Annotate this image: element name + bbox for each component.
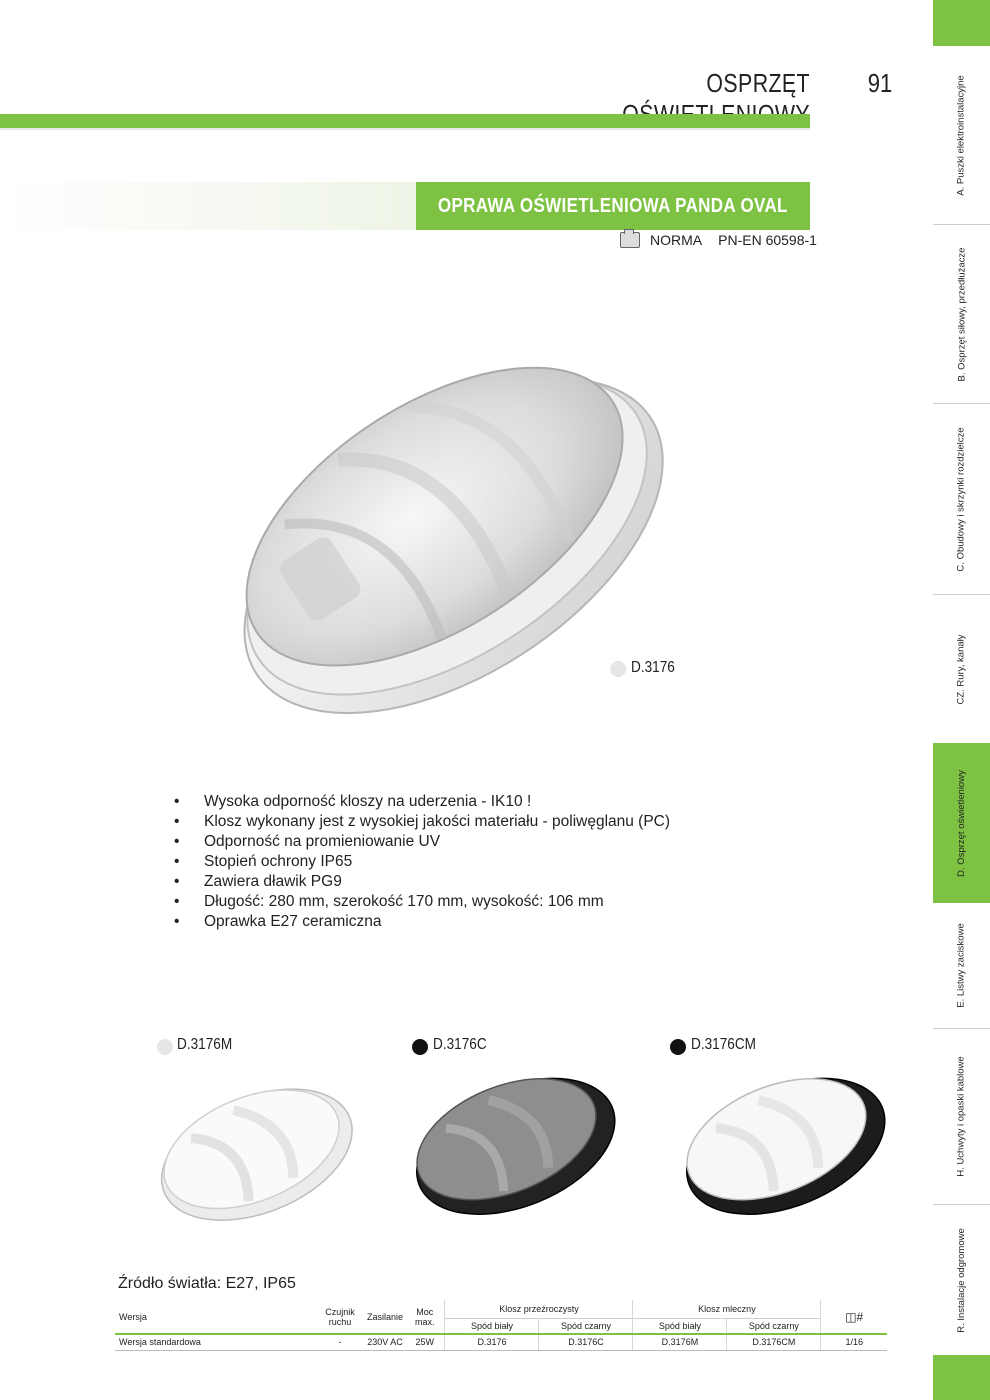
- cell-moc: 25W: [405, 1334, 445, 1350]
- page-number: 91: [867, 68, 893, 98]
- col-header-packaging: ◫#: [821, 1300, 887, 1334]
- light-source-label: Źródło światła: E27, IP65: [118, 1275, 296, 1292]
- feature-item: • Stopień ochrony IP65: [170, 852, 670, 872]
- folder-icon: [620, 232, 640, 248]
- cell-code: D.3176M: [633, 1334, 727, 1350]
- box-icon: ◫: [845, 1309, 857, 1324]
- table-row: [115, 1334, 887, 1350]
- col-header-spod-bialy: Spód biały: [445, 1318, 539, 1334]
- cell-code: D.3176C: [539, 1334, 633, 1350]
- cell-wersja: Wersja standardowa: [115, 1334, 315, 1350]
- variant-image-clear-black: [395, 1050, 625, 1220]
- section-tabs: [933, 0, 990, 1400]
- col-group-klosz-przezroczysty: Klosz przeźroczysty: [445, 1300, 633, 1318]
- cell-czujnik: -: [315, 1334, 365, 1350]
- feature-item: • Zawiera dławik PG9: [170, 872, 670, 892]
- cell-zasilanie: 230V AC: [365, 1334, 405, 1350]
- variant-image-milky-white: [140, 1060, 370, 1230]
- tab-h[interactable]: H. Uchwyty i opaski kablowe: [956, 1056, 968, 1177]
- cell-code: D.3176: [445, 1334, 539, 1350]
- col-group-klosz-mleczny: Klosz mleczny: [633, 1300, 821, 1318]
- header-accent-bar: [0, 114, 810, 128]
- col-header-spod-bialy: Spód biały: [633, 1318, 727, 1334]
- product-banner: [416, 182, 810, 230]
- feature-item: • Wysoka odporność kloszy na uderzenia - IK10 !: [170, 792, 670, 812]
- header-divider: [0, 128, 810, 130]
- tab-c[interactable]: C. Obudowy i skrzynki rozdzielcze: [956, 426, 968, 572]
- feature-item: • Klosz wykonany jest z wysokiej jakości materiału - poliwęglanu (PC): [170, 812, 670, 832]
- tab-r[interactable]: R. Instalacje odgromowe: [956, 1227, 967, 1333]
- color-swatch-main: [610, 661, 626, 677]
- variant-code: D.3176M: [177, 1036, 233, 1053]
- tab-a[interactable]: A. Puszki elektroinstalacyjne: [956, 74, 968, 196]
- cell-code: D.3176CM: [727, 1334, 821, 1350]
- feature-list: [170, 792, 670, 932]
- feature-item: • Odporność na promieniowanie UV: [170, 832, 670, 852]
- norma-row: [620, 232, 817, 248]
- tab-e[interactable]: E. Listwy zaciskowe: [956, 923, 968, 1008]
- tab-b[interactable]: B. Osprzęt siłowy, przedłużacze: [956, 247, 967, 381]
- norma-label: NORMA: [650, 232, 703, 248]
- product-image-main: [190, 300, 690, 750]
- tabs-bottom-accent: [933, 1355, 990, 1400]
- col-header-czujnik: Czujnik ruchu: [325, 1306, 355, 1327]
- color-swatch-variant-1: [157, 1039, 173, 1055]
- banner-fade: [0, 182, 416, 230]
- feature-item: • Długość: 280 mm, szerokość 170 mm, wysokość: 106 mm: [170, 892, 670, 912]
- col-header-wersja: Wersja: [119, 1311, 147, 1322]
- feature-item: • Oprawka E27 ceramiczna: [170, 912, 670, 932]
- product-title: OPRAWA OŚWIETLENIOWA PANDA OVAL: [438, 194, 788, 217]
- col-header-spod-czarny: Spód czarny: [539, 1318, 633, 1334]
- section-title: OSPRZĘT: [706, 68, 810, 98]
- variant-image-milky-black: [665, 1050, 895, 1220]
- variant-code: D.3176CM: [691, 1036, 757, 1053]
- tab-d[interactable]: D. Osprzęt oświetleniowy: [933, 743, 990, 903]
- spec-table: [115, 1300, 887, 1351]
- tab-cz[interactable]: CZ. Rury, kanały: [956, 633, 968, 705]
- col-header-zasilanie: Zasilanie: [366, 1311, 403, 1322]
- tabs-top-accent: [933, 0, 990, 46]
- product-code-main: D.3176: [631, 659, 675, 676]
- col-header-spod-czarny: Spód czarny: [727, 1318, 821, 1334]
- cell-packaging: 1/16: [821, 1334, 887, 1350]
- col-header-moc: Moc max.: [414, 1306, 435, 1327]
- norma-value: PN-EN 60598-1: [718, 232, 817, 248]
- variant-code: D.3176C: [433, 1036, 487, 1053]
